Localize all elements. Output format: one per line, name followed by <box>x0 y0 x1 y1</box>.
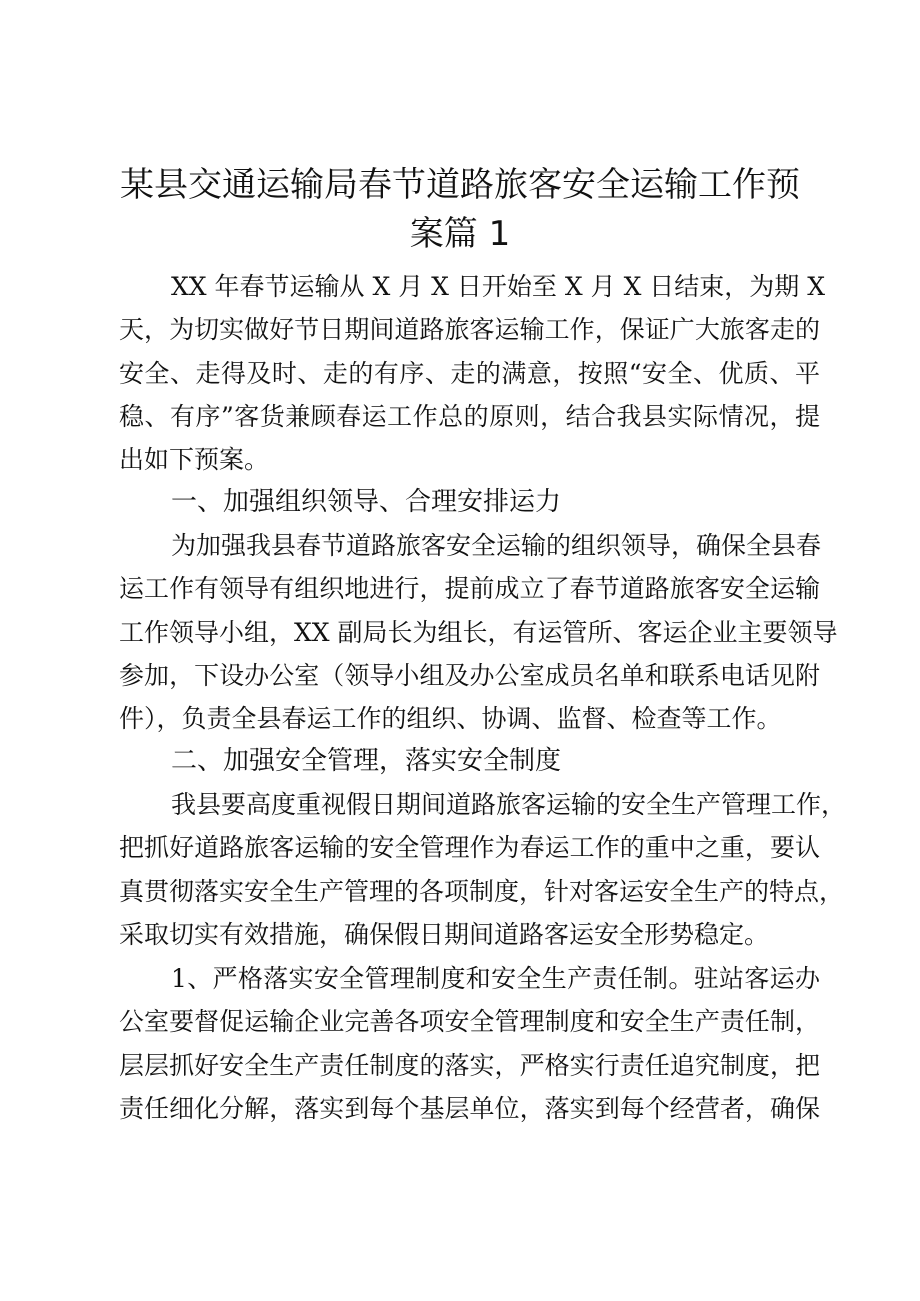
section-2-heading: 二、加强安全管理，落实安全制度 <box>171 746 562 776</box>
section-2-line: 把抓好道路旅客运输的安全管理作为春运工作的重中之重，要认 <box>119 833 820 862</box>
section-1-line: 工作领导小组，XX 副局长为组长，有运管所、客运企业主要领导 <box>119 618 838 647</box>
item-1-line: 公室要督促运输企业完善各项安全管理制度和安全生产责任制， <box>119 1007 820 1036</box>
section-2-line: 采取切实有效措施，确保假日期间道路客运安全形势稳定。 <box>119 920 770 949</box>
intro-line: 出如下预案。 <box>119 445 270 474</box>
section-1-heading: 一、加强组织领导、合理安排运力 <box>171 487 562 517</box>
item-1-line: 1、严格落实安全管理制度和安全生产责任制。驻站客运办 <box>171 964 820 993</box>
section-1-line: 为加强我县春节道路旅客安全运输的组织领导，确保全县春 <box>171 531 822 560</box>
section-1-line: 运工作有领导有组织地进行，提前成立了春节道路旅客安全运输 <box>119 574 820 603</box>
document-title-line-2: 案篇 1 <box>409 214 511 254</box>
intro-line: XX 年春节运输从 X 月 X 日开始至 X 月 X 日结束，为期 X <box>171 272 826 301</box>
section-1-line: 参加，下设办公室（领导小组及办公室成员名单和联系电话见附 <box>119 661 820 690</box>
intro-line: 天，为切实做好节日期间道路旅客运输工作，保证广大旅客走的 <box>119 315 820 344</box>
intro-line: 稳、有序”客货兼顾春运工作总的原则，结合我县实际情况，提 <box>119 402 820 431</box>
intro-line: 安全、走得及时、走的有序、走的满意，按照“安全、优质、平 <box>119 359 820 388</box>
item-1-line: 层层抓好安全生产责任制度的落实，严格实行责任追究制度，把 <box>119 1051 820 1080</box>
section-2-line: 真贯彻落实安全生产管理的各项制度，针对客运安全生产的特点， <box>119 877 845 906</box>
item-1-line: 责任细化分解，落实到每个基层单位，落实到每个经营者，确保 <box>119 1094 820 1123</box>
section-1-line: 件），负责全县春运工作的组织、协调、监督、检查等工作。 <box>119 704 782 733</box>
section-2-line: 我县要高度重视假日期间道路旅客运输的安全生产管理工作， <box>171 790 847 819</box>
document-title-line-1: 某县交通运输局春节道路旅客安全运输工作预 <box>120 165 800 205</box>
